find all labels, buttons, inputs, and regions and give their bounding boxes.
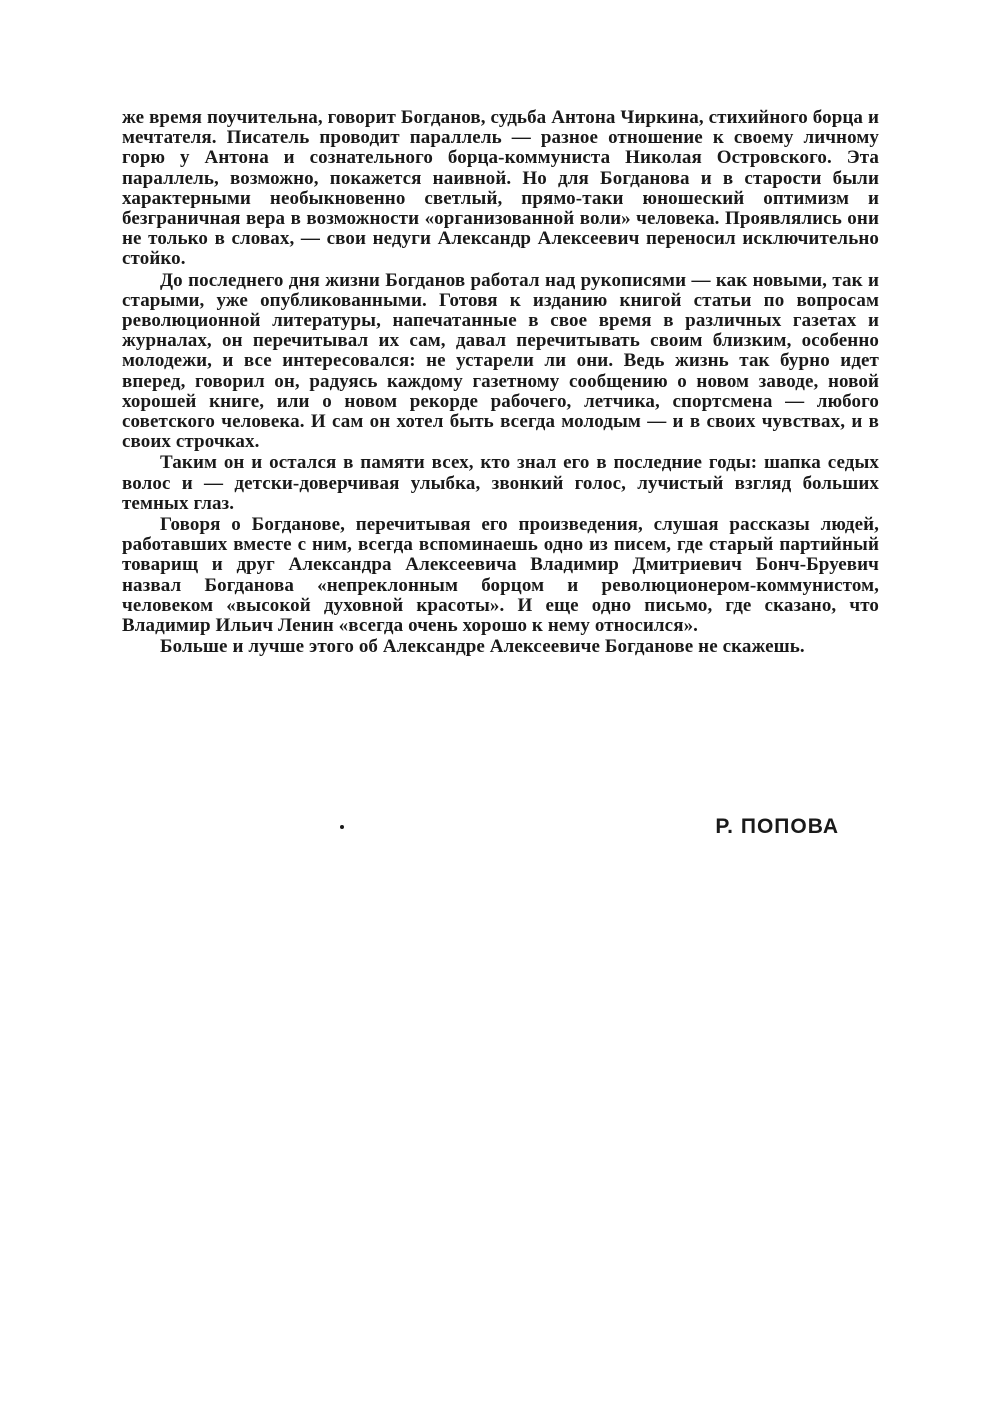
article-body (122, 108, 879, 658)
paragraph-5: Больше и лучше этого об Александре Алексеевиче Богданове не скажешь. (160, 636, 805, 658)
paragraph-1: же время поучительна, говорит Богданов, судьба Антона Чиркина, стихийного борца и мечтателя. Писатель проводит параллель — разное отношение к своему личному горю у Антона и сознательного борца-коммуниста Николая Островского. Эта параллель, возможно, покажется наивной. Но для Богданова и в старости были характерными необыкновенно светлый, прямо-таки юношеский оптимизм и безграничная вера в возможности «организованной воли» человека. Проявлялись они не только в словах, — свои недуги Александр Алексеевич переносил исключительно стойко. (122, 107, 879, 270)
paragraph-3: Таким он и остался в памяти всех, кто знал его в последние годы: шапка седых волос и — детски-доверчивая улыбка, звонкий голос, лучистый взгляд больших темных глаз. (122, 452, 879, 514)
paragraph-2: До последнего дня жизни Богданов работал над рукописями — как новыми, так и старыми, уже опубликованными. Готовя к изданию книгой статьи по вопросам революционной литературы, напечатанные в свое время в различных газетах и журналах, он перечитывал их сам, давал перечитывать своим близким, особенно молодежи, и все интересовался: не устарели ли они. Ведь жизнь так бурно идет вперед, говорил он, радуясь каждому газетному сообщению о новом заводе, новой хорошей книге, или о новом рекорде рабочего, летчика, спортсмена — любого советского человека. И сам он хотел быть всегда молодым — и в своих чувствах, и в своих строчках. (122, 269, 879, 453)
paragraph-4: Говоря о Богданове, перечитывая его произведения, слушая рассказы людей, работавших вместе с ним, всегда вспоминаешь одно из писем, где старый партийный товарищ и друг Александра Алексеевича Владимир Дмитриевич Бонч-Бруевич назвал Богданова «непреклонным борцом и революционером-коммунистом, человеком «высокой духовной красоты». И еще одно письмо, где сказано, что Владимир Ильич Ленин «всегда очень хорошо к нему относился». (122, 514, 879, 637)
signature-row (122, 815, 879, 841)
stray-dot-mark (340, 825, 344, 829)
author-signature: Р. ПОПОВА (715, 815, 839, 838)
